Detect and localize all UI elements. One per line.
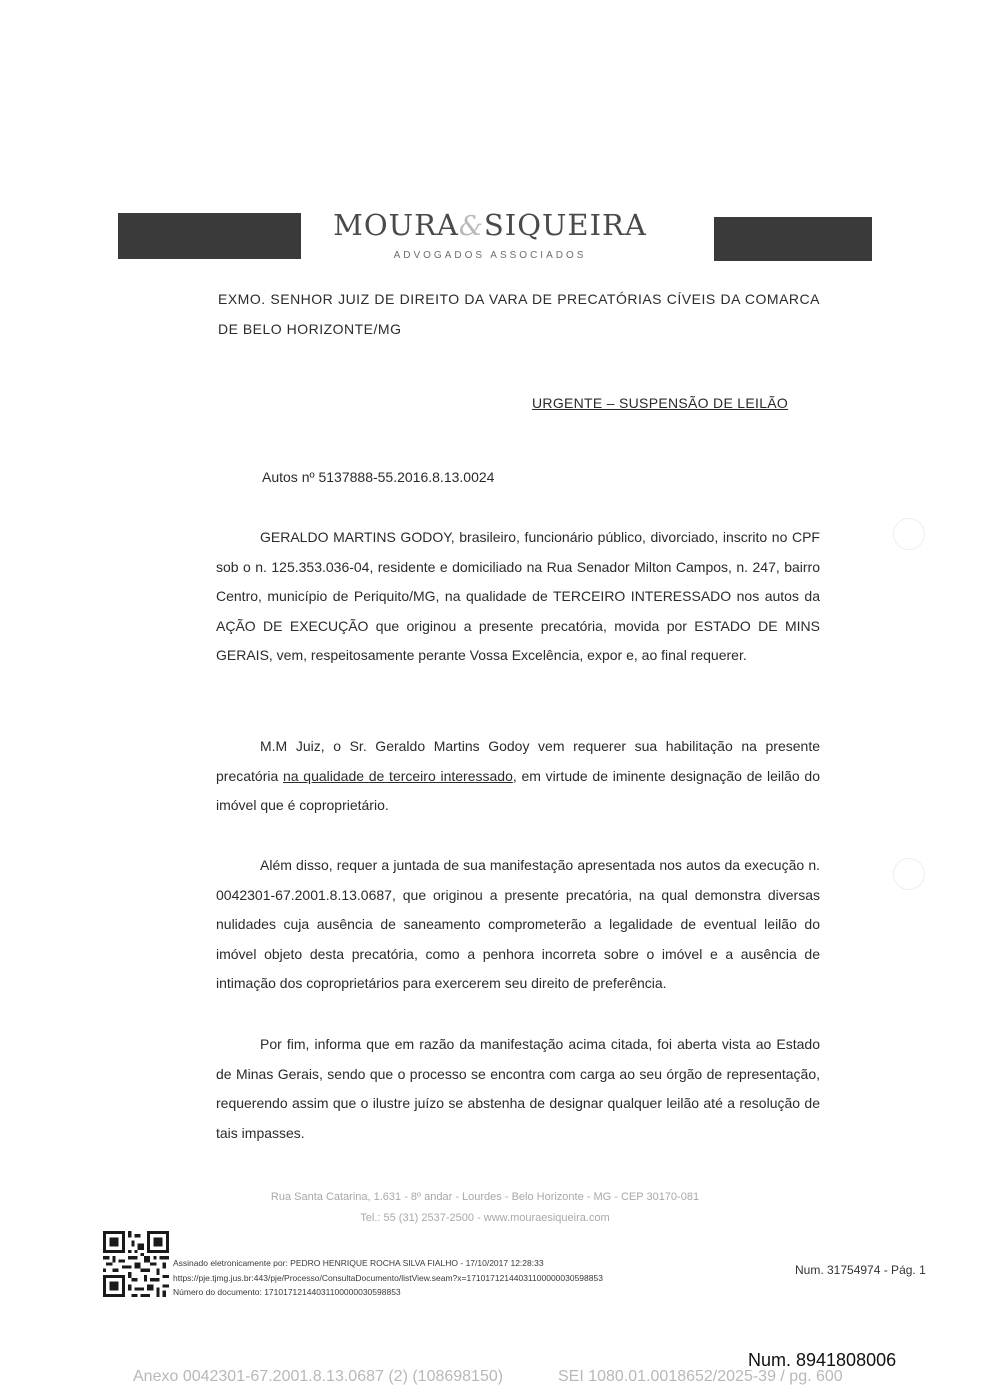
- qr-code-icon: [103, 1231, 169, 1297]
- logo-subtitle: ADVOGADOS ASSOCIADOS: [393, 250, 587, 261]
- p2-underlined: na qualidade de terceiro interessado: [283, 767, 513, 784]
- logo-part2: SIQUEIRA: [483, 208, 647, 242]
- firm-logo: [300, 208, 680, 242]
- signature-url: https://pje.tjmg.jus.br:443/pje/Processo/ConsultaDocumento/listView.seam?x=17101712144031100000030598853: [173, 1273, 603, 1283]
- logo-part1: MOURA: [333, 208, 459, 242]
- urgent-title: URGENTE – SUSPENSÃO DE LEILÃO: [532, 395, 789, 411]
- signature-doc-number: Número do documento: 17101712144031100000030598853: [173, 1287, 401, 1297]
- document-num: Num. 8941808006: [748, 1350, 897, 1370]
- sei-reference: SEI 1080.01.0018652/2025-39 / pg. 600: [558, 1368, 843, 1385]
- footer-contact: Tel.: 55 (31) 2537-2500 - www.mouraesiqueira.com: [360, 1212, 610, 1224]
- signature-line: Assinado eletronicamente por: PEDRO HENRIQUE ROCHA SILVA FIALHO - 17/10/2017 12:28:33: [173, 1258, 544, 1268]
- document-heading: EXMO. SENHOR JUIZ DE DIREITO DA VARA DE PRECATÓRIAS CÍVEIS DA COMARCA DE BELO HORIZONTE/MG: [218, 291, 820, 337]
- paragraph-conclusion: Por fim, informa que em razão da manifestação acima citada, foi aberta vista ao Estado de Minas Gerais, sendo que o processo se encontra com carga ao seu órgão de representação, requerendo assim que o ilustre juízo se abstenha de designar qualquer leilão até a resolução de tais impasses.: [216, 1036, 820, 1141]
- redaction-block-right: [714, 217, 872, 261]
- redaction-block-left: [118, 213, 301, 259]
- p2-text-after: , em virtude de iminente designação de leilão do imóvel que é coproprietário.: [216, 767, 820, 813]
- annex-label: Anexo 0042301-67.2001.8.13.0687 (2) (108698150): [133, 1368, 504, 1385]
- paragraph-manifestation: Além disso, requer a juntada de sua manifestação apresentada nos autos da execução n. 0042301-67.2001.8.13.0687, que originou a presente precatória, na qual demonstra diversas nulidades cuja ausência de saneamento comprometerão a legalidade de eventual leilão do imóvel objeto desta precatória, como a penhora incorreta sobre o imóvel e a ausência de intimação dos coproprietários para exercerem seu direito de preferência.: [216, 857, 820, 991]
- page-number: Num. 31754974 - Pág. 1: [795, 1263, 926, 1277]
- case-number: Autos nº 5137888-55.2016.8.13.0024: [262, 469, 495, 485]
- footer-address: Rua Santa Catarina, 1.631 - 8º andar - Lourdes - Belo Horizonte - MG - CEP 30170-081: [270, 1191, 700, 1203]
- scan-artifact: [893, 858, 925, 890]
- paragraph-habilitation: [216, 732, 820, 821]
- p2-text-before: M.M Juiz, o Sr. Geraldo Martins Godoy vem requerer sua habilitação na presente precatória: [216, 738, 820, 784]
- logo-ampersand: &: [458, 211, 484, 242]
- scan-artifact: [893, 518, 925, 550]
- paragraph-qualification: GERALDO MARTINS GODOY, brasileiro, funcionário público, divorciado, inscrito no CPF sob o n. 125.353.036-04, residente e domiciliado na Rua Senador Milton Campos, n. 247, bairro Centro, município de Periquito/MG, na qualidade de TERCEIRO INTERESSADO nos autos da AÇÃO DE EXECUÇÃO que originou a presente precatória, movida por ESTADO DE MINS GERAIS, vem, respeitosamente perante Vossa Excelência, expor e, ao final requerer.: [216, 529, 820, 663]
